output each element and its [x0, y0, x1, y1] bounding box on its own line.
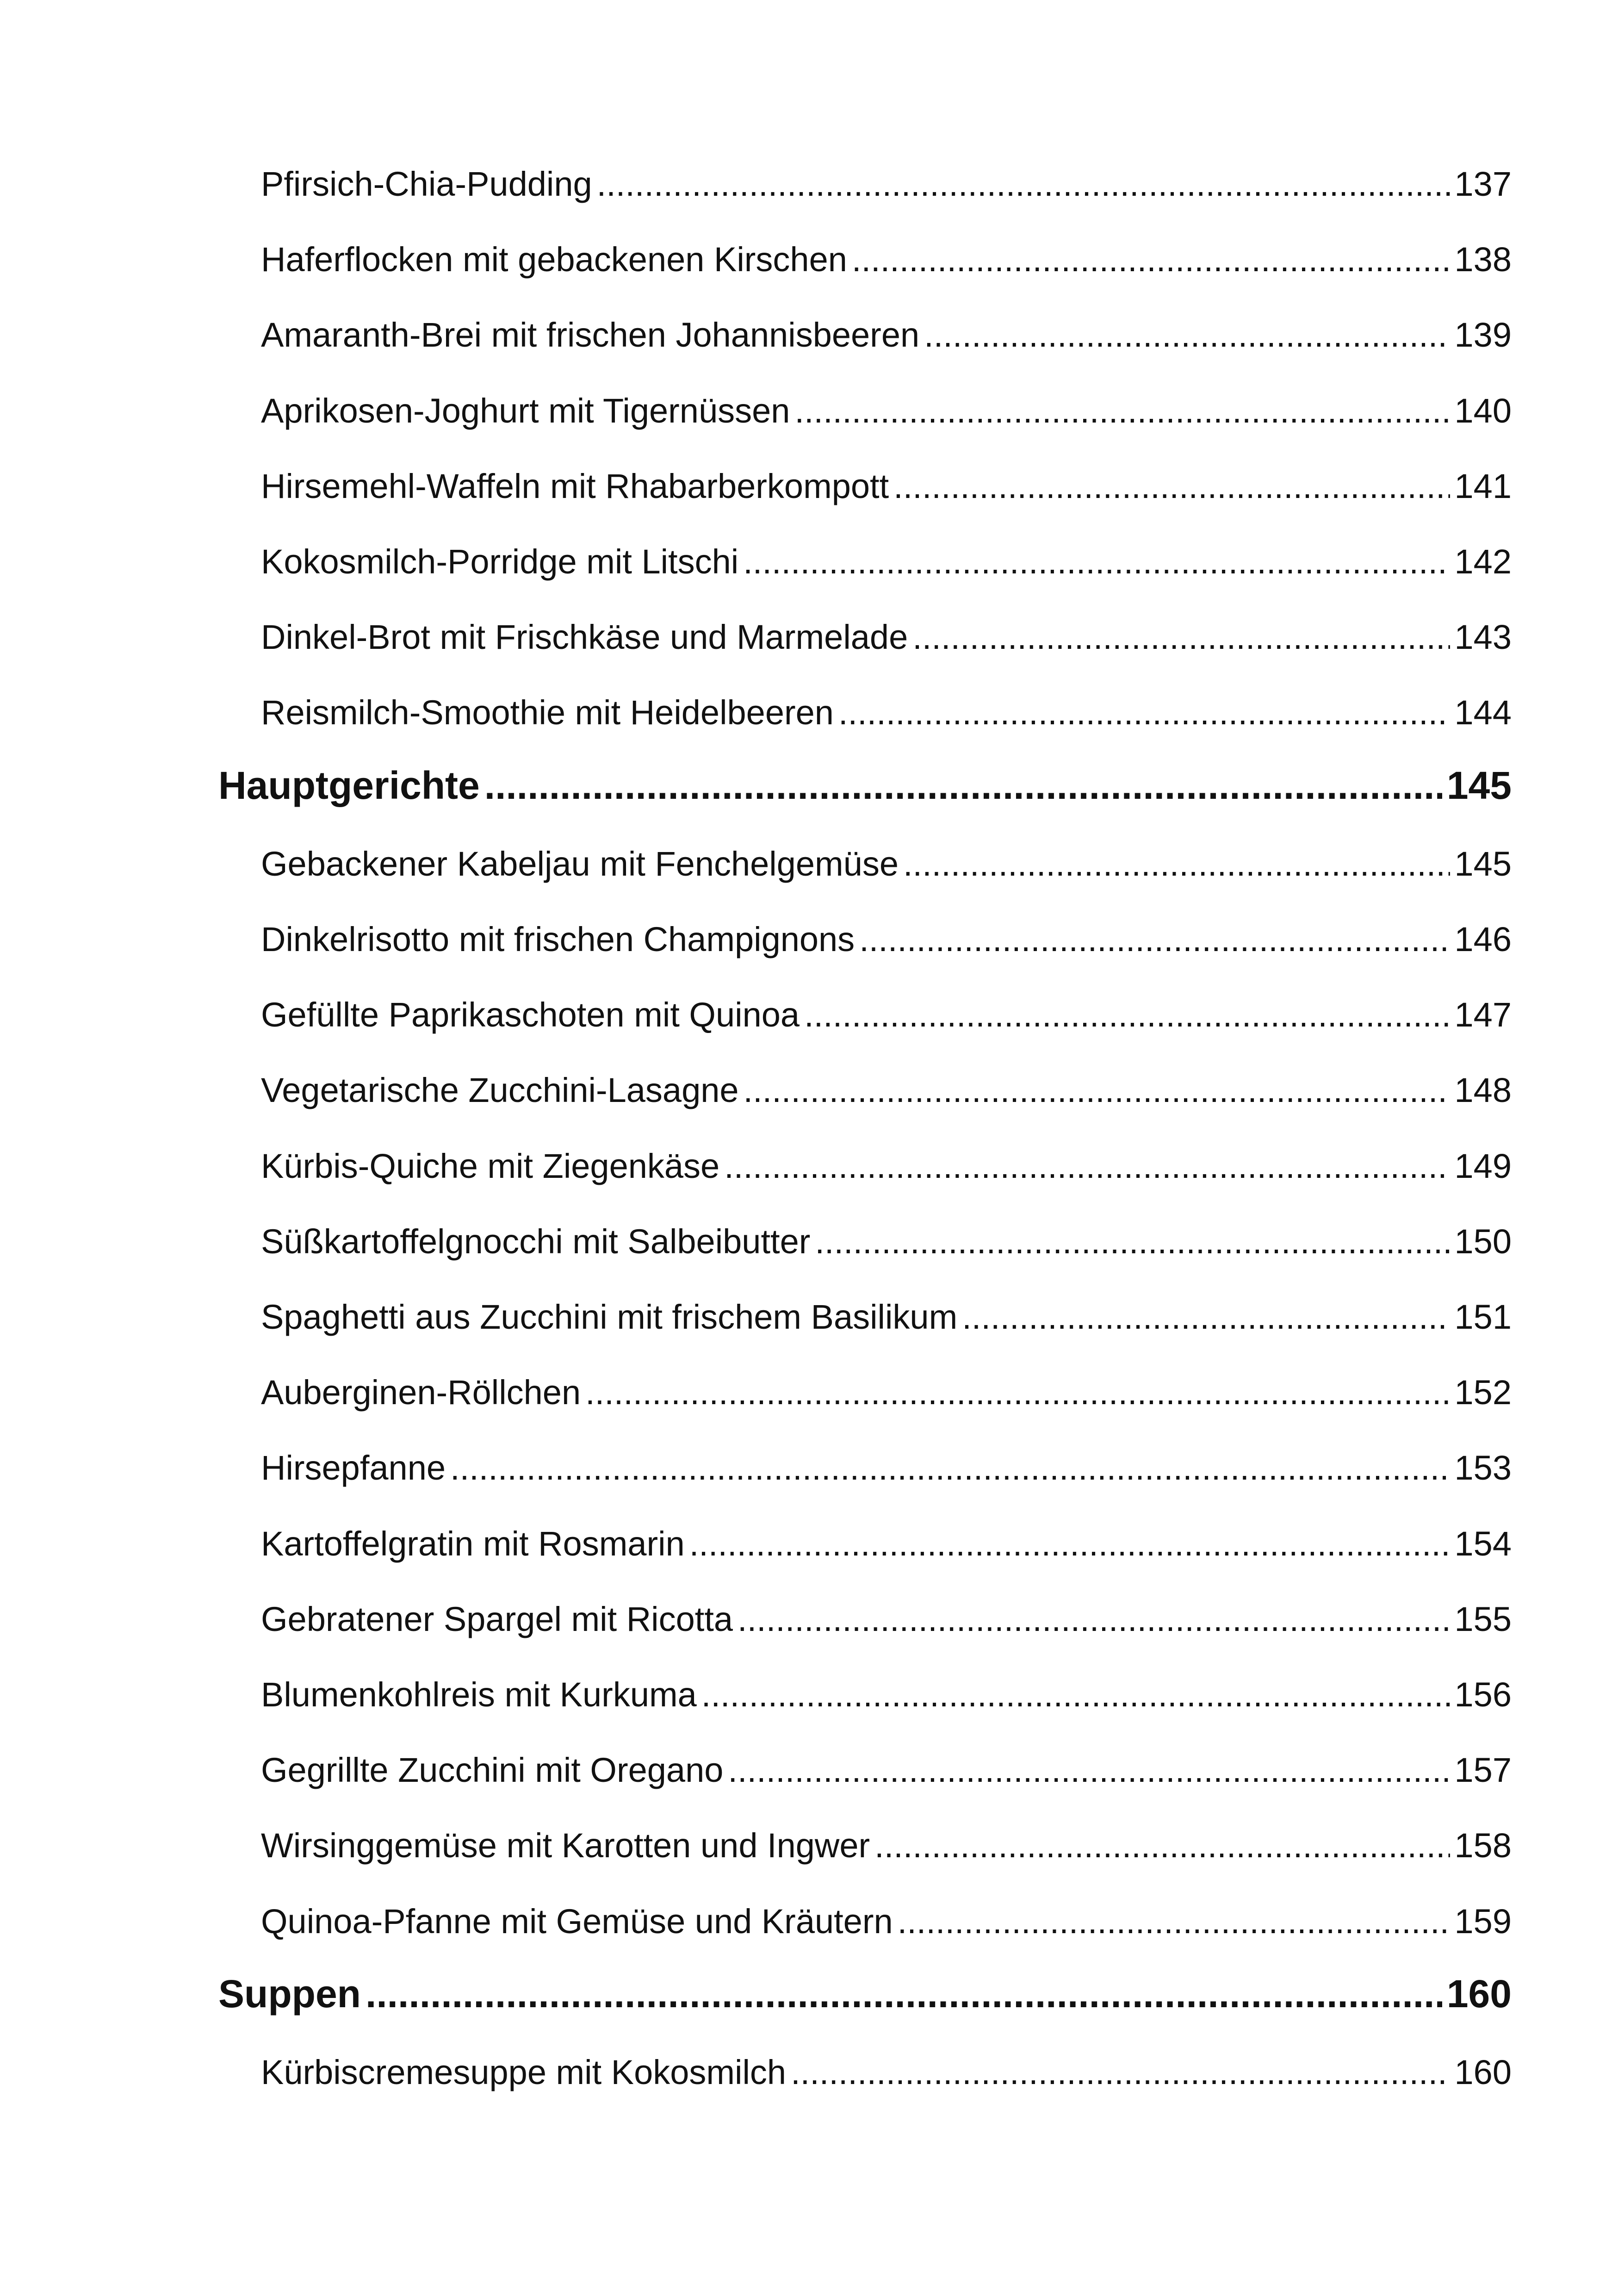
toc-dot-leader	[893, 467, 1450, 506]
toc-entry[interactable]	[261, 908, 1512, 959]
toc-entry-title: Gebratener Spargel mit Ricotta	[261, 1600, 733, 1638]
toc-entry[interactable]	[261, 1210, 1512, 1261]
toc-section-heading[interactable]	[218, 1966, 1512, 2016]
toc-entry-title: Gebackener Kabeljau mit Fenchelgemüse	[261, 845, 899, 883]
toc-dot-leader	[898, 1902, 1450, 1941]
toc-page-number: 152	[1454, 1373, 1512, 1412]
toc-dot-leader	[743, 542, 1450, 581]
toc-entry-title: Amaranth-Brei mit frischen Johannisbeeren	[261, 316, 920, 354]
toc-entry[interactable]	[261, 1361, 1512, 1412]
toc-dot-leader	[728, 1750, 1450, 1790]
toc-entry[interactable]	[261, 1588, 1512, 1639]
toc-dot-leader	[724, 1146, 1450, 1186]
toc-page-number: 142	[1454, 542, 1512, 581]
toc-dot-leader	[597, 164, 1450, 204]
toc-entry-title: Quinoa-Pfanne mit Gemüse und Kräutern	[261, 1902, 893, 1941]
toc-entry[interactable]	[261, 153, 1512, 204]
toc-entry-title: Blumenkohlreis mit Kurkuma	[261, 1675, 697, 1714]
toc-entry-title: Kokosmilch-Porridge mit Litschi	[261, 542, 739, 581]
toc-page-number: 141	[1454, 467, 1512, 505]
toc-page-number: 158	[1454, 1826, 1512, 1865]
toc-entry[interactable]	[261, 1135, 1512, 1186]
toc-dot-leader	[962, 1297, 1450, 1337]
toc-entry-title: Wirsinggemüse mit Karotten und Ingwer	[261, 1826, 870, 1865]
toc-page-number: 139	[1454, 316, 1512, 354]
toc-dot-leader	[689, 1524, 1450, 1563]
toc-dot-leader	[701, 1675, 1450, 1714]
toc-dot-leader	[838, 693, 1450, 732]
toc-entry[interactable]	[261, 455, 1512, 506]
toc-dot-leader	[804, 995, 1450, 1034]
toc-page-number: 143	[1454, 618, 1512, 656]
toc-page-number: 147	[1454, 996, 1512, 1034]
toc-dot-leader	[585, 1373, 1450, 1412]
toc-entry-title: Auberginen-Röllchen	[261, 1373, 581, 1412]
toc-dot-leader	[794, 391, 1450, 430]
toc-page-number: 140	[1454, 392, 1512, 430]
toc-dot-leader	[924, 315, 1450, 355]
toc-section-title: Hauptgerichte	[218, 764, 480, 807]
toc-page-number: 149	[1454, 1147, 1512, 1185]
toc-page-number: 154	[1454, 1524, 1512, 1563]
toc-entry-title: Dinkelrisotto mit frischen Champignons	[261, 920, 855, 958]
toc-entry-title: Reismilch-Smoothie mit Heidelbeeren	[261, 693, 834, 732]
toc-page-number: 159	[1454, 1902, 1512, 1941]
toc-dot-leader	[815, 1222, 1450, 1261]
toc-page-number: 160	[1446, 1972, 1512, 2016]
toc-entry[interactable]	[261, 304, 1512, 355]
toc-page-number: 160	[1454, 2053, 1512, 2091]
toc-entry-title: Hirsemehl-Waffeln mit Rhabarberkompott	[261, 467, 889, 505]
toc-page-number: 156	[1454, 1675, 1512, 1714]
toc-dot-leader	[450, 1448, 1450, 1487]
toc-entry[interactable]	[261, 1890, 1512, 1941]
toc-dot-leader	[484, 763, 1442, 808]
toc-page-number: 150	[1454, 1222, 1512, 1261]
toc-dot-leader	[366, 1972, 1442, 2016]
toc-entry[interactable]	[261, 983, 1512, 1034]
toc-dot-leader	[791, 2053, 1450, 2092]
toc-entry-title: Aprikosen-Joghurt mit Tigernüssen	[261, 392, 790, 430]
toc-entry-title: Kürbis-Quiche mit Ziegenkäse	[261, 1147, 720, 1185]
toc-entry-title: Haferflocken mit gebackenen Kirschen	[261, 240, 847, 279]
toc-entry[interactable]	[261, 1512, 1512, 1563]
toc-entry[interactable]	[261, 1814, 1512, 1865]
toc-page-number: 157	[1454, 1751, 1512, 1789]
toc-entry[interactable]	[261, 1059, 1512, 1110]
toc-entry-title: Spaghetti aus Zucchini mit frischem Basilikum	[261, 1298, 958, 1336]
toc-page-number: 138	[1454, 240, 1512, 279]
toc-entry[interactable]	[261, 380, 1512, 430]
toc-dot-leader	[903, 844, 1450, 884]
toc-entry-title: Kürbiscremesuppe mit Kokosmilch	[261, 2053, 787, 2091]
toc-page-number: 151	[1454, 1298, 1512, 1336]
toc-page-number: 137	[1454, 165, 1512, 203]
toc-entry-title: Gegrillte Zucchini mit Oregano	[261, 1751, 724, 1789]
toc-page-number: 148	[1454, 1071, 1512, 1109]
toc-entry-title: Vegetarische Zucchini-Lasagne	[261, 1071, 739, 1109]
toc-page-number: 155	[1454, 1600, 1512, 1638]
toc-entry[interactable]	[261, 1663, 1512, 1714]
toc-page-number: 146	[1454, 920, 1512, 958]
toc-entry[interactable]	[261, 1739, 1512, 1790]
toc-section-heading[interactable]	[218, 757, 1512, 808]
toc-entry[interactable]	[261, 1286, 1512, 1337]
toc-entry[interactable]	[261, 228, 1512, 279]
toc-dot-leader	[874, 1826, 1450, 1865]
toc-dot-leader	[859, 920, 1450, 959]
toc-entry-title: Pfirsich-Chia-Pudding	[261, 165, 592, 203]
toc-entry[interactable]	[261, 1437, 1512, 1487]
toc-entry-title: Süßkartoffelgnocchi mit Salbeibutter	[261, 1222, 811, 1261]
toc-page-number: 145	[1446, 764, 1512, 807]
toc-entry[interactable]	[261, 606, 1512, 657]
toc-dot-leader	[744, 1070, 1450, 1110]
toc-dot-leader	[912, 617, 1450, 657]
toc-page-number: 144	[1454, 693, 1512, 732]
toc-entry-title: Gefüllte Paprikaschoten mit Quinoa	[261, 996, 800, 1034]
toc-dot-leader	[852, 240, 1450, 279]
toc-entry[interactable]	[261, 2041, 1512, 2092]
toc-entry[interactable]	[261, 833, 1512, 884]
toc-entry-title: Hirsepfanne	[261, 1449, 446, 1487]
toc-entry-title: Dinkel-Brot mit Frischkäse und Marmelade	[261, 618, 908, 656]
toc-section-title: Suppen	[218, 1972, 361, 2016]
toc-page-number: 145	[1454, 845, 1512, 883]
toc-dot-leader	[738, 1599, 1450, 1639]
toc-entry[interactable]	[261, 530, 1512, 581]
toc-entry[interactable]	[261, 681, 1512, 732]
toc-page-number: 153	[1454, 1449, 1512, 1487]
toc-entry-title: Kartoffelgratin mit Rosmarin	[261, 1524, 685, 1563]
